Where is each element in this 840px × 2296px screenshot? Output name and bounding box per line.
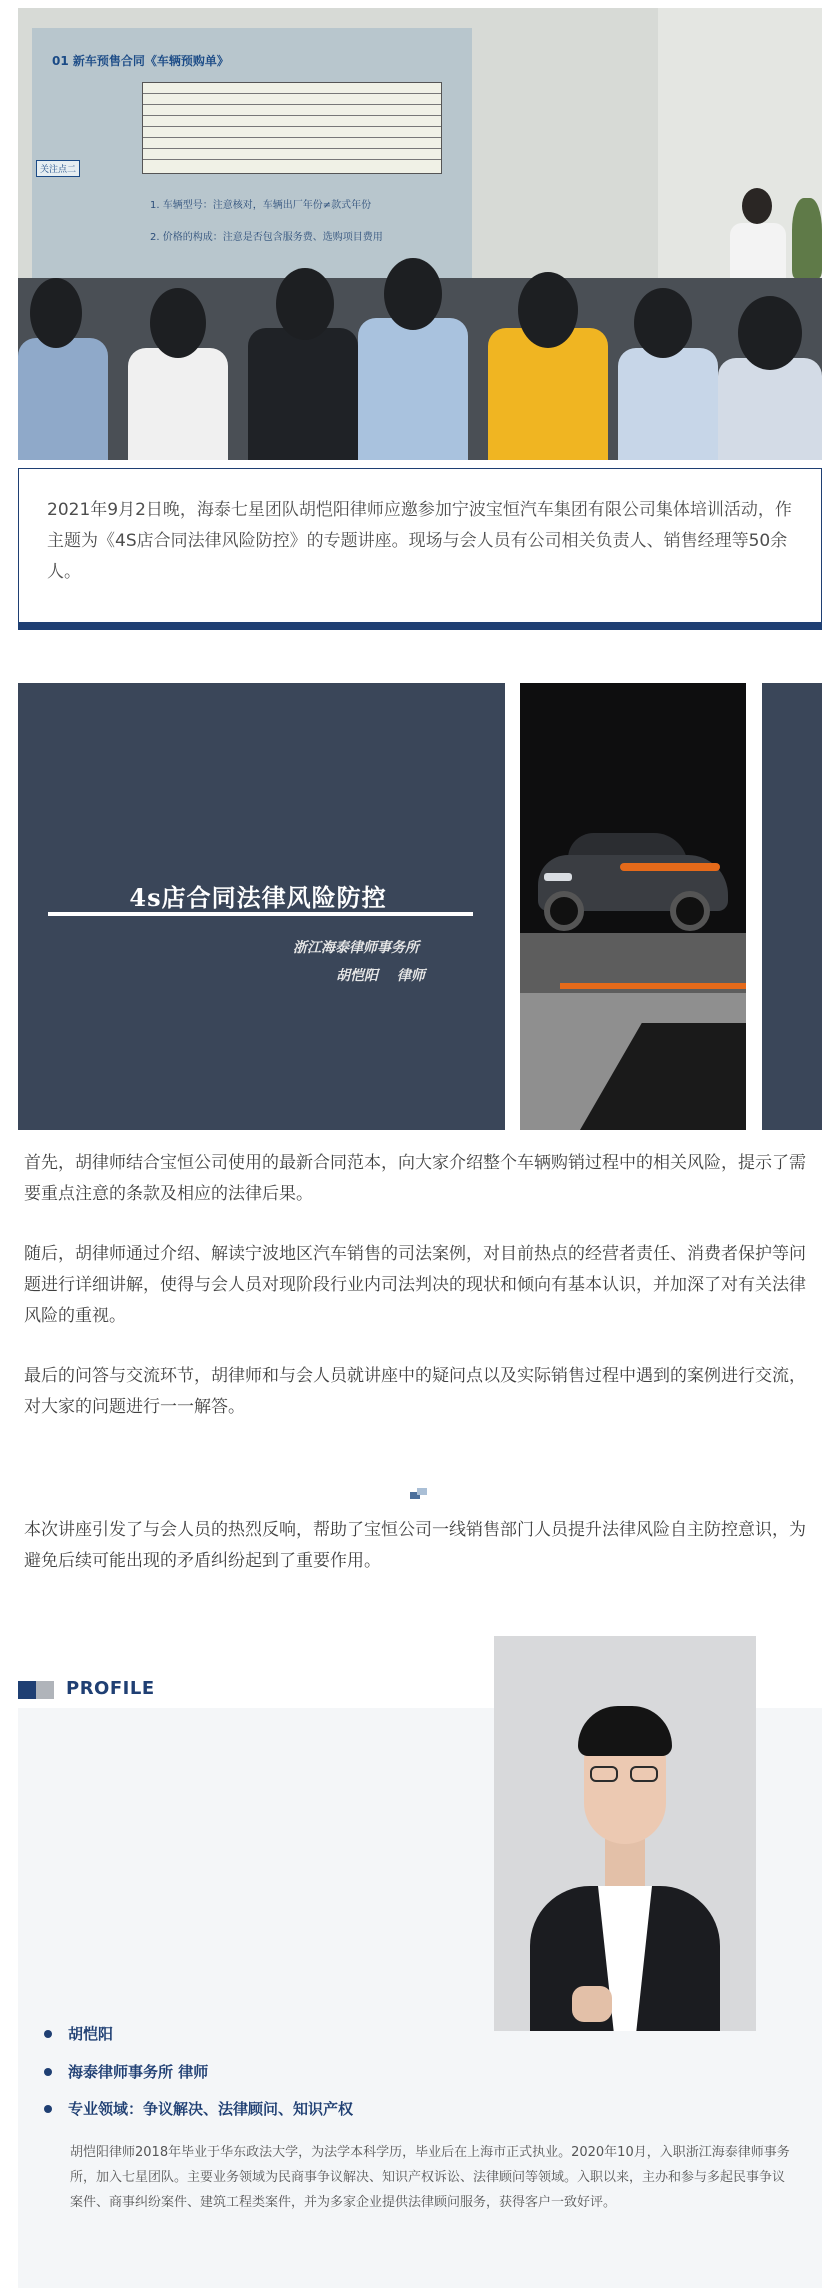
car-photo — [520, 683, 746, 1130]
lecture-photo — [18, 8, 822, 460]
slide-lecturer-name: 胡恺阳 律师 — [336, 968, 425, 984]
projected-line-2: 2. 价格的构成：注意是否包含服务费、选购项目费用 — [150, 232, 383, 243]
lawyer-portrait — [494, 1636, 756, 2031]
projected-form-table — [142, 82, 442, 174]
projected-slide — [32, 28, 472, 288]
lawyer-name: 胡恺阳 — [68, 2025, 114, 2043]
body-paragraph-2: 随后，胡律师通过介绍、解读宁波地区汽车销售的司法案例，对目前热点的经营者责任、消费者保护等问题进行详细讲解，使得与会人员对现阶段行业内司法判决的现状和倾向有基本认识，并加深了对有关法律风险的重视。 — [24, 1244, 806, 1326]
lawyer-bio: 胡恺阳律师2018年毕业于华东政法大学，为法学本科学历，毕业后在上海市正式执业。2020年10月，入职浙江海泰律师事务所，加入七星团队。主要业务领域为民商事争议解决、知识产权诉讼、法律顾问等领域。入职以来，主办和参与多起民事争议案件、商事纠纷案件、建筑工程类案件，并为多家企业提供法律顾问服务，获得客户一致好评。 — [70, 2145, 790, 2210]
lecture-title-slide — [18, 683, 505, 1130]
projected-side-label: 关注点二 — [36, 160, 80, 177]
slide-title: 4s店合同法律风险防控 — [129, 883, 387, 912]
decorative-navy-strip — [762, 683, 822, 1130]
car-headlight — [544, 873, 572, 881]
lawyer-position: 海泰律师事务所 律师 — [68, 2063, 209, 2081]
body-paragraph-1: 首先，胡律师结合宝恒公司使用的最新合同范本，向大家介绍整个车辆购销过程中的相关风险，提示了需要重点注意的条款及相应的法律后果。 — [24, 1153, 806, 1204]
audience — [18, 278, 822, 460]
body-paragraph-3: 最后的问答与交流环节，胡律师和与会人员就讲座中的疑问点以及实际销售过程中遇到的案例进行交流，对大家的问题进行一一解答。 — [24, 1366, 806, 1417]
profile-name-row — [44, 2023, 113, 2044]
projected-line-1: 1. 车辆型号：注意核对，车辆出厂年份≠款式年份 — [150, 200, 372, 211]
bullet-icon — [44, 2105, 52, 2113]
profile-square-icon-grey — [36, 1681, 54, 1699]
car-wheel-rear — [670, 891, 710, 931]
car-wheel-front — [544, 891, 584, 931]
lawyer-expertise: 专业领域：争议解决、法律顾问、知识产权 — [68, 2100, 354, 2118]
bullet-icon — [44, 2068, 52, 2076]
profile-expertise-row — [44, 2098, 353, 2119]
profile-square-icon — [18, 1681, 36, 1699]
section-divider-icon — [410, 1488, 428, 1500]
glasses — [590, 1766, 660, 1782]
slide-title-underline — [48, 912, 473, 916]
body-paragraph-4: 本次讲座引发了与会人员的热烈反响，帮助了宝恒公司一线销售部门人员提升法律风险自主防控意识，为避免后续可能出现的矛盾纠纷起到了重要作用。 — [24, 1520, 806, 1571]
intro-paragraph: 2021年9月2日晚，海泰七星团队胡恺阳律师应邀参加宁波宝恒汽车集团有限公司集体培训活动，作主题为《4S店合同法律风险防控》的专题讲座。现场与会人员有公司相关负责人、销售经理等50余人。 — [47, 500, 792, 582]
profile-label: PROFILE — [66, 1678, 155, 1699]
orange-stripe — [560, 983, 746, 989]
projected-slide-title: 01 新车预售合同《车辆预购单》 — [52, 54, 229, 68]
presenter-head — [742, 188, 772, 224]
intro-box — [18, 468, 822, 630]
bullet-icon — [44, 2030, 52, 2038]
slide-firm-name: 浙江海泰律师事务所 — [293, 940, 419, 956]
potted-plant — [792, 198, 822, 278]
profile-position-row — [44, 2061, 208, 2082]
